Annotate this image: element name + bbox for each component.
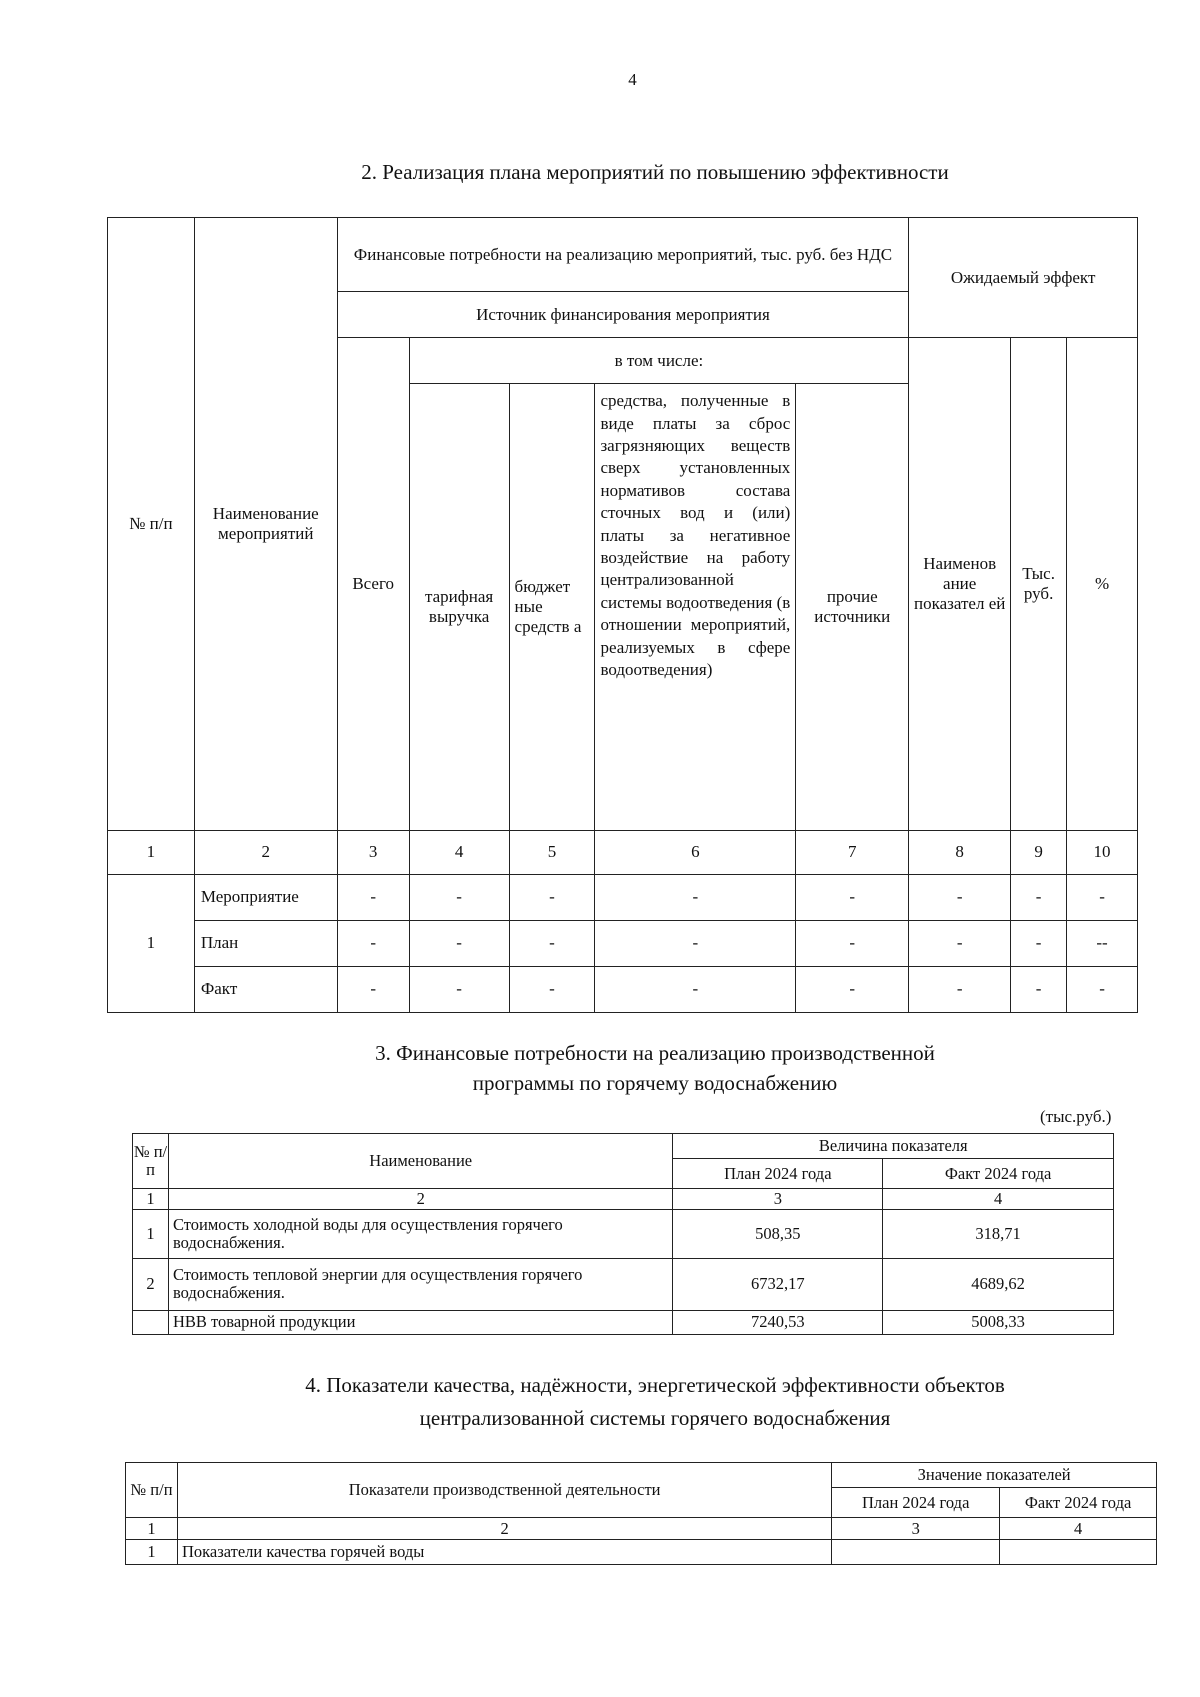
cell: -: [337, 966, 409, 1012]
row-fact: 4689,62: [883, 1258, 1114, 1310]
col-number: 3: [673, 1189, 883, 1210]
total-fact: 5008,33: [883, 1310, 1114, 1334]
cell: -: [409, 920, 509, 966]
col-header-value: Значение показателей: [832, 1463, 1157, 1488]
col-header-financial: Финансовые потребности на реализацию мероприятий, тыс. руб. без НДС: [337, 218, 909, 292]
col-number: 4: [883, 1189, 1114, 1210]
col-header-fact: Факт 2024 года: [1000, 1488, 1157, 1518]
row-number: 1: [108, 874, 195, 1012]
section-3-title-line-2: программы по горячему водоснабжению: [472, 1071, 838, 1095]
cell: -: [409, 874, 509, 920]
row-number: 2: [133, 1258, 169, 1310]
col-number: 8: [909, 830, 1011, 874]
col-number: 10: [1067, 830, 1138, 874]
table-row: [133, 1210, 1114, 1258]
cell: -: [595, 874, 796, 920]
efficiency-plan-table: [107, 217, 1138, 1013]
table-row: [108, 920, 1138, 966]
col-number: 2: [177, 1518, 831, 1540]
col-number: 2: [194, 830, 337, 874]
cell: -: [909, 920, 1011, 966]
col-number: 6: [595, 830, 796, 874]
cell: -: [409, 966, 509, 1012]
row-label: План: [194, 920, 337, 966]
total-plan: 7240,53: [673, 1310, 883, 1334]
row-plan: [832, 1540, 1000, 1565]
cell: -: [1067, 966, 1138, 1012]
row-number: 1: [126, 1540, 178, 1565]
page-number: 4: [628, 70, 637, 89]
cell: -: [1011, 920, 1067, 966]
section-2-title: 2. Реализация плана мероприятий по повышению эффективности: [361, 160, 949, 184]
col-header-indicator: Наименов ание показател ей: [909, 338, 1011, 831]
col-number: 4: [409, 830, 509, 874]
cell: -: [595, 920, 796, 966]
col-number: 1: [108, 830, 195, 874]
col-header-name: Показатели производственной деятельности: [177, 1463, 831, 1518]
cell: -: [909, 874, 1011, 920]
row-plan: 6732,17: [673, 1258, 883, 1310]
col-header-name: Наименование мероприятий: [194, 218, 337, 831]
col-header-thousand-rub: Тыс. руб.: [1011, 338, 1067, 831]
col-header-plan: План 2024 года: [832, 1488, 1000, 1518]
col-header-source: Источник финансирования мероприятия: [337, 292, 909, 338]
cell: -: [1011, 966, 1067, 1012]
row-label: Факт: [194, 966, 337, 1012]
col-header-percent: %: [1067, 338, 1138, 831]
col-header-value: Величина показателя: [673, 1134, 1114, 1159]
col-header-budget: бюджет ные средств а: [509, 384, 595, 831]
section-3-title-line-1: 3. Финансовые потребности на реализацию производственной: [375, 1041, 935, 1065]
col-header-name: Наименование: [168, 1134, 672, 1189]
hot-water-financial-table: [132, 1133, 1114, 1335]
col-header-plan: План 2024 года: [673, 1159, 883, 1189]
col-number: 5: [509, 830, 595, 874]
col-number: 1: [133, 1189, 169, 1210]
row-name: Показатели качества горячей воды: [177, 1540, 831, 1565]
cell: -: [1011, 874, 1067, 920]
unit-label: (тыс.руб.): [1040, 1107, 1112, 1126]
table-row: [108, 874, 1138, 920]
cell: -: [337, 920, 409, 966]
cell: -: [796, 874, 909, 920]
row-plan: 508,35: [673, 1210, 883, 1258]
col-header-other: прочие источники: [796, 384, 909, 831]
cell: -: [796, 920, 909, 966]
section-4-title-line-1: 4. Показатели качества, надёжности, энергетической эффективности объектов: [305, 1373, 1005, 1397]
col-header-tariff: тарифная выручка: [409, 384, 509, 831]
col-header-fact: Факт 2024 года: [883, 1159, 1114, 1189]
section-4-title-line-2: централизованной системы горячего водоснабжения: [419, 1406, 891, 1430]
cell: -: [796, 966, 909, 1012]
table-row-total: [133, 1310, 1114, 1334]
table-row: [126, 1540, 1157, 1565]
cell: -: [509, 920, 595, 966]
hot-water-indicators-table: [125, 1462, 1157, 1565]
col-header-funds: средства, полученные в виде платы за сброс загрязняющих веществ сверх установленных нормативов состава сточных вод и (или) платы за негативное воздействие на работу централизованной системы водоотведения (в отношении мероприятий, реализуемых в сфере водоотведения): [595, 384, 796, 831]
col-number: 7: [796, 830, 909, 874]
cell: -: [509, 874, 595, 920]
row-number: 1: [133, 1210, 169, 1258]
row-name: Стоимость тепловой энергии для осуществления горячего водоснабжения.: [168, 1258, 672, 1310]
row-label: Мероприятие: [194, 874, 337, 920]
cell: -: [909, 966, 1011, 1012]
col-number: 9: [1011, 830, 1067, 874]
col-header-total: Всего: [337, 338, 409, 831]
row-name: Стоимость холодной воды для осуществления горячего водоснабжения.: [168, 1210, 672, 1258]
col-number: 3: [337, 830, 409, 874]
col-number: 2: [168, 1189, 672, 1210]
row-fact: 318,71: [883, 1210, 1114, 1258]
cell: -: [509, 966, 595, 1012]
col-header-num: № п/п: [133, 1134, 169, 1189]
total-name: НВВ товарной продукции: [168, 1310, 672, 1334]
cell: -: [595, 966, 796, 1012]
col-number: 3: [832, 1518, 1000, 1540]
cell: --: [1067, 920, 1138, 966]
row-fact: [1000, 1540, 1157, 1565]
col-number: 4: [1000, 1518, 1157, 1540]
cell: -: [337, 874, 409, 920]
table-row: [108, 966, 1138, 1012]
cell: -: [1067, 874, 1138, 920]
col-header-num: № п/п: [126, 1463, 178, 1518]
col-header-num: № п/п: [108, 218, 195, 831]
col-number: 1: [126, 1518, 178, 1540]
table-row: [133, 1258, 1114, 1310]
col-header-effect: Ожидаемый эффект: [909, 218, 1138, 338]
col-header-including: в том числе:: [409, 338, 909, 384]
